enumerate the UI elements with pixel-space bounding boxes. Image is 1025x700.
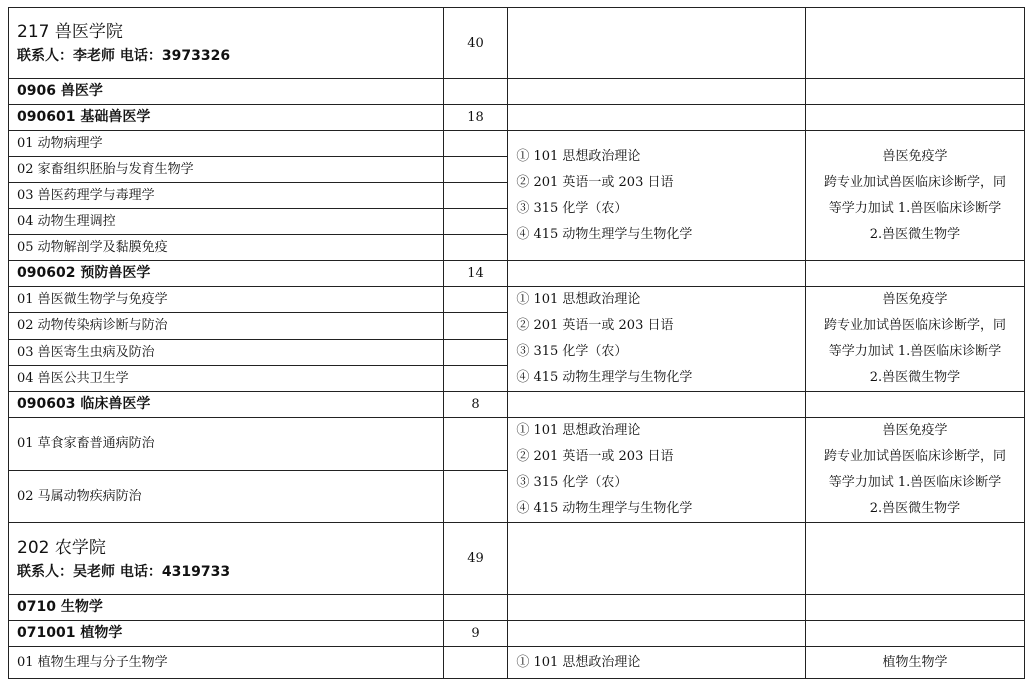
exam-subject: ① 101 思想政治理论 [516, 292, 641, 307]
note-line: 跨专业加试兽医临床诊断学，同 [823, 174, 1006, 190]
college-row [9, 523, 1025, 595]
note-line: 等学力加试 1.兽医临床诊断学 [828, 475, 1002, 490]
note-line: 2.兽医微生物学 [869, 226, 961, 242]
exam-subjects [508, 131, 806, 261]
college-contact: 联系人：吴老师 电话：4319733 [17, 563, 231, 580]
college-name: 202 农学院 [17, 537, 106, 558]
discipline-name: 0710 生物学 [9, 595, 444, 621]
direction-name: 03 兽医药理学与毒理学 [9, 183, 444, 209]
note-line: 2.兽医微生物学 [869, 370, 961, 385]
exam-subject: ④ 415 动物生理学与生物化学 [516, 226, 693, 242]
discipline-row [9, 79, 1025, 105]
exam-subject: ③ 315 化学（农） [516, 344, 628, 359]
college-name: 217 兽医学院 [17, 22, 123, 42]
admission-catalog-table [8, 7, 1025, 679]
college-cell [9, 523, 444, 595]
major-quota: 9 [443, 621, 508, 647]
major-row [9, 392, 1025, 418]
exam-subjects [508, 418, 806, 523]
exam-subject: ④ 415 动物生理学与生物化学 [516, 370, 693, 385]
direction-name: 02 马属动物疾病防治 [9, 470, 444, 523]
direction-name: 02 动物传染病诊断与防治 [9, 313, 444, 339]
notes-cell [805, 131, 1024, 261]
notes-cell [805, 647, 1024, 679]
exam-subject: ① 101 思想政治理论 [516, 148, 641, 164]
major-row [9, 261, 1025, 287]
note-line: 兽医免疫学 [882, 292, 948, 307]
direction-row [9, 131, 1025, 157]
exam-subjects [508, 647, 806, 679]
major-name: 090601 基础兽医学 [9, 105, 444, 131]
note-line: 兽医免疫学 [882, 423, 948, 438]
notes-cell [805, 418, 1024, 523]
exam-subject: ② 201 英语一或 203 日语 [516, 449, 674, 464]
direction-name: 01 兽医微生物学与免疫学 [9, 287, 444, 313]
college-contact: 联系人：李老师 电话：3973326 [17, 48, 231, 64]
major-quota: 14 [443, 261, 508, 287]
note-line: 跨专业加试兽医临床诊断学，同 [823, 449, 1006, 464]
college-quota: 40 [443, 8, 508, 79]
direction-row [9, 647, 1025, 679]
exam-subjects [508, 287, 806, 392]
major-name: 071001 植物学 [9, 621, 444, 647]
exam-subject: ① 101 思想政治理论 [516, 654, 641, 670]
note-line: 等学力加试 1.兽医临床诊断学 [828, 344, 1002, 359]
note-line: 兽医免疫学 [882, 148, 948, 164]
exam-subject: ② 201 英语一或 203 日语 [516, 318, 674, 333]
note-line: 植物生物学 [882, 654, 948, 670]
direction-name: 04 动物生理调控 [9, 209, 444, 235]
exam-subject: ① 101 思想政治理论 [516, 423, 641, 438]
notes-cell [805, 287, 1024, 392]
major-name: 090602 预防兽医学 [9, 261, 444, 287]
admission-catalog-page [8, 7, 1025, 679]
direction-name: 04 兽医公共卫生学 [9, 365, 444, 391]
direction-name: 01 动物病理学 [9, 131, 444, 157]
note-line: 跨专业加试兽医临床诊断学，同 [823, 318, 1006, 333]
exam-subject: ③ 315 化学（农） [516, 475, 628, 490]
discipline-row [9, 595, 1025, 621]
exam-subject: ② 201 英语一或 203 日语 [516, 174, 674, 190]
college-cell [9, 8, 444, 79]
direction-name: 01 植物生理与分子生物学 [9, 647, 444, 679]
college-quota: 49 [443, 523, 508, 595]
major-quota: 8 [443, 392, 508, 418]
note-line: 等学力加试 1.兽医临床诊断学 [828, 200, 1002, 216]
major-quota: 18 [443, 105, 508, 131]
direction-row [9, 418, 1025, 471]
major-row [9, 621, 1025, 647]
college-row [9, 8, 1025, 79]
direction-name: 01 草食家畜普通病防治 [9, 418, 444, 471]
direction-name: 05 动物解剖学及黏膜免疫 [9, 235, 444, 261]
major-row [9, 105, 1025, 131]
note-line: 2.兽医微生物学 [869, 501, 961, 516]
exam-subject: ③ 315 化学（农） [516, 200, 628, 216]
exam-subject: ④ 415 动物生理学与生物化学 [516, 501, 693, 516]
direction-row [9, 287, 1025, 313]
discipline-name: 0906 兽医学 [9, 79, 444, 105]
direction-name: 02 家畜组织胚胎与发育生物学 [9, 157, 444, 183]
direction-name: 03 兽医寄生虫病及防治 [9, 339, 444, 365]
major-name: 090603 临床兽医学 [9, 392, 444, 418]
